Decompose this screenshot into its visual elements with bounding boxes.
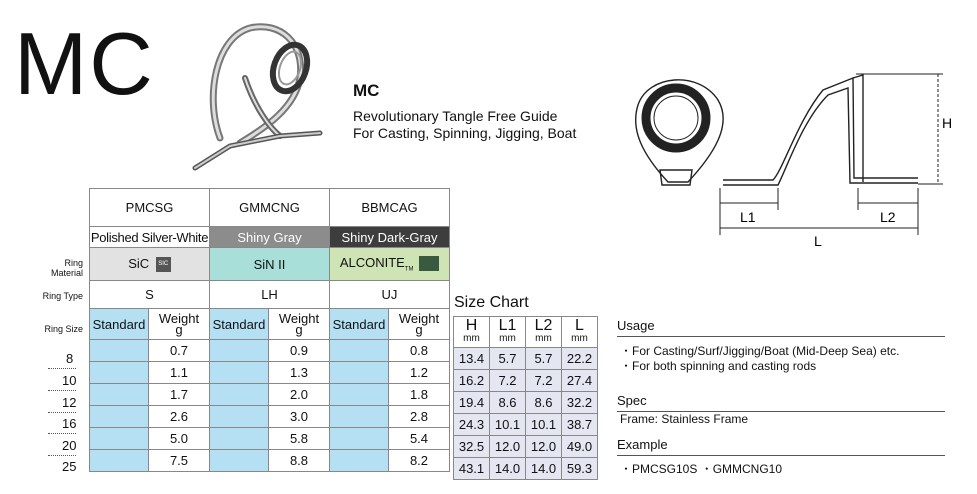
size-col-l1: L1 mm	[490, 317, 526, 348]
table-row: 24.3 10.1 10.1 38.7	[454, 414, 598, 436]
table-row: 43.1 14.0 14.0 59.3	[454, 458, 598, 480]
table-row: 0.7 0.9 0.8	[90, 340, 450, 362]
table-row: 5.0 5.8 5.4	[90, 428, 450, 450]
dim-label-l2: L2	[880, 209, 896, 225]
example-line-1: ・PMCSG10S ・GMMCNG10	[620, 462, 783, 476]
col-weight: Weight g	[149, 309, 210, 340]
usage-heading: Usage	[617, 318, 945, 337]
finish-label: Shiny Gray	[210, 227, 330, 248]
product-description-line2: For Casting, Spinning, Jigging, Boat	[353, 125, 577, 141]
alconite-badge-icon	[419, 256, 439, 271]
usage-line-2: ・For both spinning and casting rods	[620, 359, 817, 373]
product-title: MC	[14, 14, 155, 113]
ring-size-divider	[48, 412, 76, 413]
table-row: 16.2 7.2 7.2 27.4	[454, 370, 598, 392]
table-row: 19.4 8.6 8.6 32.2	[454, 392, 598, 414]
col-standard: Standard	[90, 309, 149, 340]
col-weight: Weight g	[389, 309, 450, 340]
ring-type-label: Ring Type	[42, 291, 83, 301]
table-row: 1.7 2.0 1.8	[90, 384, 450, 406]
finish-label: Polished Silver-White	[90, 227, 210, 248]
col-standard: Standard	[210, 309, 269, 340]
guide-dimension-diagram	[618, 60, 968, 250]
ring-size-10: 10	[62, 373, 77, 388]
example-heading: Example	[617, 437, 945, 456]
size-col-h: H mm	[454, 317, 490, 348]
table-row: 13.4 5.7 5.7 22.2	[454, 348, 598, 370]
ring-type-cell: LH	[210, 281, 330, 309]
product-description-line1: Revolutionary Tangle Free Guide	[353, 108, 558, 124]
ring-type-cell: UJ	[330, 281, 450, 309]
dim-label-l: L	[814, 233, 822, 249]
usage-line-1: ・For Casting/Surf/Jigging/Boat (Mid-Deep Sea) etc.	[620, 344, 900, 358]
size-chart-title: Size Chart	[454, 294, 529, 311]
spec-line-1: Frame: Stainless Frame	[620, 412, 749, 426]
material-name: SiC	[128, 255, 150, 271]
ring-size-divider	[48, 433, 76, 434]
col-weight: Weight g	[269, 309, 330, 340]
dim-label-l1: L1	[740, 209, 756, 225]
trademark: TM	[404, 266, 414, 273]
table-row: 7.5 8.8 8.2	[90, 450, 450, 472]
size-col-l: L mm	[562, 317, 598, 348]
size-col-l2: L2 mm	[526, 317, 562, 348]
table-row: 1.1 1.3 1.2	[90, 362, 450, 384]
ring-size-8: 8	[66, 351, 74, 366]
col-standard: Standard	[330, 309, 389, 340]
ring-size-20: 20	[62, 438, 77, 453]
dim-label-h: H	[942, 115, 953, 131]
ring-size-16: 16	[62, 416, 77, 431]
ring-material-cell: SiN II	[210, 248, 330, 281]
ring-material-cell	[330, 248, 450, 281]
spec-heading: Spec	[617, 393, 945, 412]
ring-material-cell	[90, 248, 210, 281]
sic-badge-icon: SIC	[156, 257, 171, 272]
ring-size-label: Ring Size	[44, 324, 83, 334]
ring-size-divider	[48, 390, 76, 391]
ring-material-label: Ring Material	[50, 258, 83, 278]
table-row: 2.6 3.0 2.8	[90, 406, 450, 428]
table-row: 32.5 12.0 12.0 49.0	[454, 436, 598, 458]
ring-type-cell: S	[90, 281, 210, 309]
ring-size-divider	[48, 455, 76, 456]
size-chart-table	[453, 316, 598, 480]
model-code: BBMCAG	[330, 189, 450, 227]
ring-size-12: 12	[62, 395, 77, 410]
product-subtitle: MC	[353, 81, 380, 100]
model-table	[89, 188, 450, 472]
model-code: GMMCNG	[210, 189, 330, 227]
finish-label: Shiny Dark-Gray	[330, 227, 450, 248]
ring-size-divider	[48, 368, 76, 369]
model-code: PMCSG	[90, 189, 210, 227]
ring-size-25: 25	[62, 459, 77, 474]
material-name: ALCONITE	[339, 255, 405, 271]
guide-photo	[185, 18, 335, 178]
